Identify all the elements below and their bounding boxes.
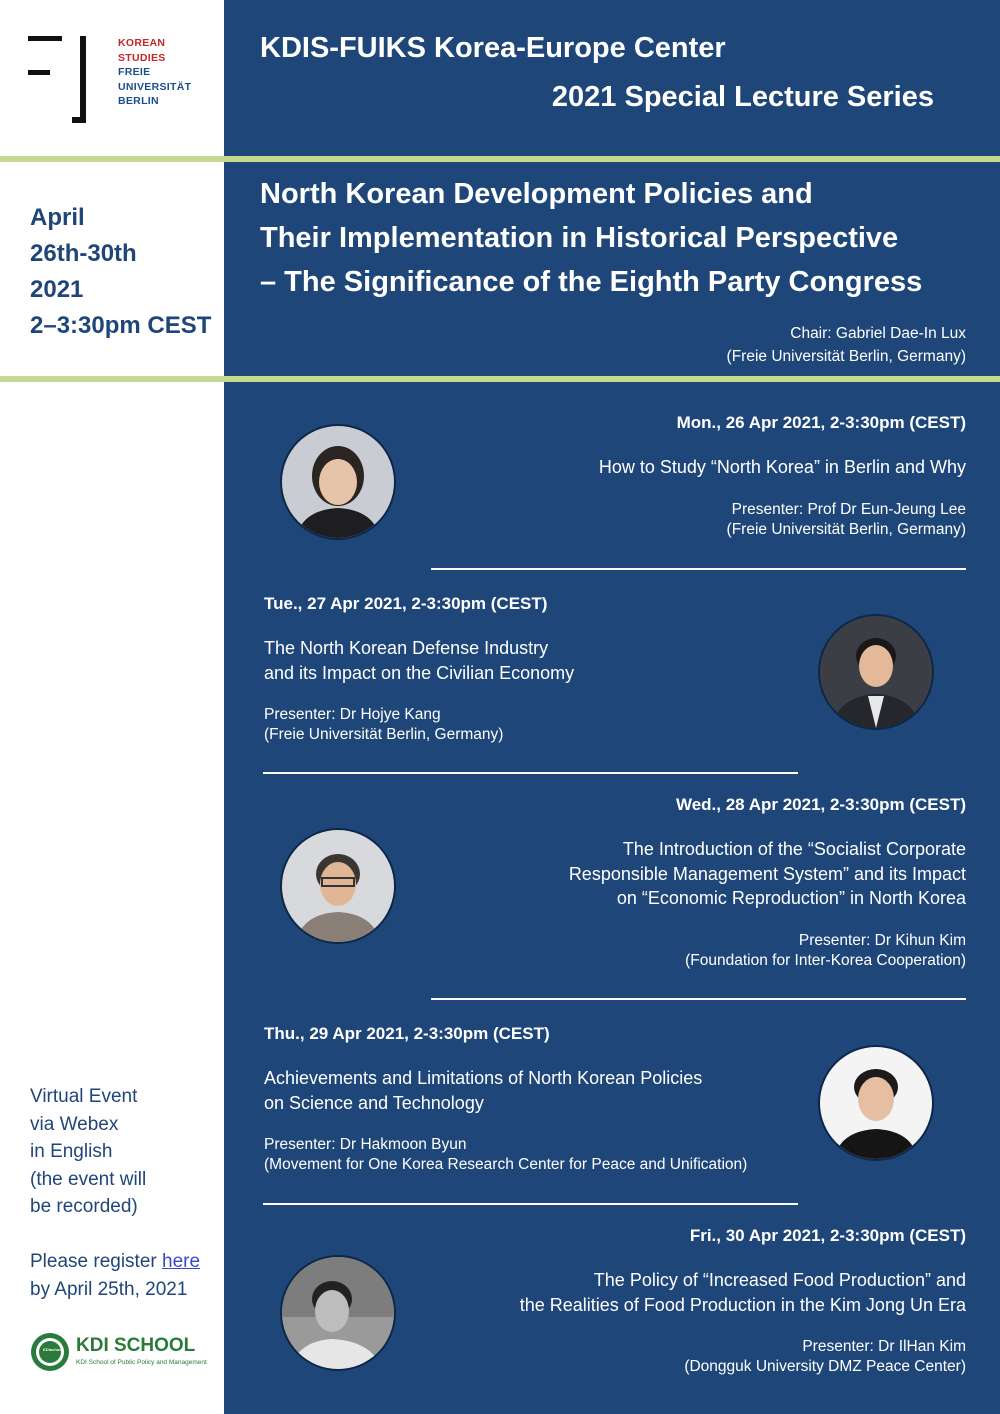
lecture-date: Fri., 30 Apr 2021, 2-3:30pm (CEST) <box>689 1226 966 1245</box>
lecture-date: Tue., 27 Apr 2021, 2-3:30pm (CEST) <box>264 594 548 613</box>
divider-top <box>0 156 1000 162</box>
person-icon <box>820 1047 932 1159</box>
topic-line: Achievements and Limitations of North Korean Policies <box>264 1068 703 1088</box>
presenter-name: Presenter: Dr Hojye Kang <box>264 706 441 723</box>
lecture-3 <box>569 795 966 971</box>
info-line: (the event will <box>30 1168 147 1190</box>
info-line: Virtual Event <box>30 1086 138 1107</box>
lecture-topic <box>264 636 574 685</box>
presenter-name: Presenter: Dr IlHan Kim <box>802 1338 966 1355</box>
presenter-photo <box>818 1045 934 1161</box>
lecture-topic <box>599 455 966 480</box>
lecture-presenter <box>569 931 966 971</box>
lecture-date: Wed., 28 Apr 2021, 2-3:30pm (CEST) <box>675 795 966 814</box>
date-line: April <box>30 204 85 231</box>
header-center: KDIS-FUIKS Korea-Europe Center <box>260 32 726 64</box>
lecture-presenter <box>520 1337 966 1377</box>
chair-affiliation: (Freie Universität Berlin, Germany) <box>726 348 966 365</box>
topic-line: How to Study “North Korea” in Berlin and Why <box>598 457 966 477</box>
separator <box>263 772 798 774</box>
date-line: 26th-30th <box>30 240 137 267</box>
logo-line: BERLIN <box>118 95 159 107</box>
presenter-affiliation: (Freie Universität Berlin, Germany) <box>726 520 966 538</box>
logo-wordmark <box>118 36 191 109</box>
lecture-topic <box>569 837 966 911</box>
title-line: North Korean Development Policies and <box>260 178 813 210</box>
logo-bar <box>80 36 86 122</box>
date-line: 2–3:30pm CEST <box>30 312 212 339</box>
lecture-date: Thu., 29 Apr 2021, 2-3:30pm (CEST) <box>264 1024 550 1043</box>
info-line: via Webex <box>30 1113 119 1135</box>
presenter-photo <box>280 1255 396 1371</box>
kdi-name: KDI SCHOOL <box>76 1335 196 1356</box>
presenter-affiliation: (Dongguk University DMZ Peace Center) <box>684 1358 966 1375</box>
person-icon <box>282 830 394 942</box>
register-prefix: Please register <box>30 1251 163 1272</box>
chair-name: Chair: Gabriel Dae-In Lux <box>790 325 966 342</box>
topic-line: on Science and Technology <box>264 1092 484 1113</box>
info-line: in English <box>30 1141 113 1162</box>
logo-line: FREIE <box>118 66 151 78</box>
presenter-affiliation: (Freie Universität Berlin, Germany) <box>264 726 504 743</box>
topic-line: The Introduction of the “Socialist Corporate <box>622 839 966 859</box>
register-deadline: by April 25th, 2021 <box>30 1278 188 1300</box>
logo-line: KOREAN <box>118 37 166 49</box>
registration-info <box>30 1248 200 1303</box>
lecture-date: Mon., 26 Apr 2021, 2-3:30pm (CEST) <box>676 413 966 432</box>
presenter-affiliation: (Foundation for Inter-Korea Cooperation) <box>685 951 966 969</box>
lecture-presenter <box>264 705 574 745</box>
chair-info <box>727 322 966 368</box>
presenter-name: Presenter: Dr Kihun Kim <box>798 931 966 949</box>
header-series: 2021 Special Lecture Series <box>551 81 934 113</box>
presenter-photo <box>818 614 934 730</box>
date-line: 2021 <box>30 276 84 303</box>
kdi-subtitle: KDI School of Public Policy and Management <box>76 1359 207 1366</box>
logo-bar <box>28 70 50 75</box>
lecture-5 <box>520 1226 966 1377</box>
logo-line: STUDIES <box>118 51 166 64</box>
info-line: be recorded) <box>30 1196 138 1217</box>
topic-line: Responsible Management System” and its Impact <box>568 863 966 884</box>
lecture-presenter <box>599 500 966 540</box>
kdi-seal-icon <box>30 1332 70 1372</box>
person-icon <box>282 426 394 538</box>
separator <box>431 568 966 570</box>
topic-line: The Policy of “Increased Food Production” and <box>593 1270 966 1290</box>
lecture-presenter <box>264 1135 747 1175</box>
separator <box>263 1203 798 1205</box>
lecture-2 <box>264 594 574 745</box>
topic-line: and its Impact on the Civilian Economy <box>264 662 575 683</box>
title-line: Their Implementation in Historical Perspective <box>260 222 899 254</box>
lecture-4 <box>264 1024 747 1175</box>
page-title <box>260 172 922 304</box>
event-format <box>30 1083 146 1221</box>
person-icon <box>820 616 932 728</box>
event-dates <box>30 200 211 344</box>
presenter-photo <box>280 828 396 944</box>
divider-mid <box>0 376 1000 382</box>
topic-line: on “Economic Reproduction” in North Korea <box>616 888 966 908</box>
presenter-photo <box>280 424 396 540</box>
presenter-name: Presenter: Prof Dr Eun-Jeung Lee <box>731 500 966 518</box>
logo-bar <box>28 36 62 41</box>
topic-line: the Realities of Food Production in the Kim Jong Un Era <box>519 1294 966 1315</box>
logo-line: UNIVERSITÄT <box>118 80 192 93</box>
separator <box>431 998 966 1000</box>
register-link[interactable]: here <box>162 1251 201 1272</box>
presenter-name: Presenter: Dr Hakmoon Byun <box>264 1136 467 1153</box>
lecture-topic <box>520 1268 966 1317</box>
presenter-affiliation: (Movement for One Korea Research Center for Peace and Unification) <box>264 1156 748 1173</box>
kdi-seal-text: KDIschool <box>43 1347 63 1352</box>
lecture-topic <box>264 1066 747 1115</box>
logo-bar <box>72 117 86 123</box>
person-icon <box>282 1257 394 1369</box>
title-line: – The Significance of the Eighth Party Congress <box>260 266 923 298</box>
lecture-1 <box>599 413 966 540</box>
topic-line: The North Korean Defense Industry <box>264 638 549 658</box>
